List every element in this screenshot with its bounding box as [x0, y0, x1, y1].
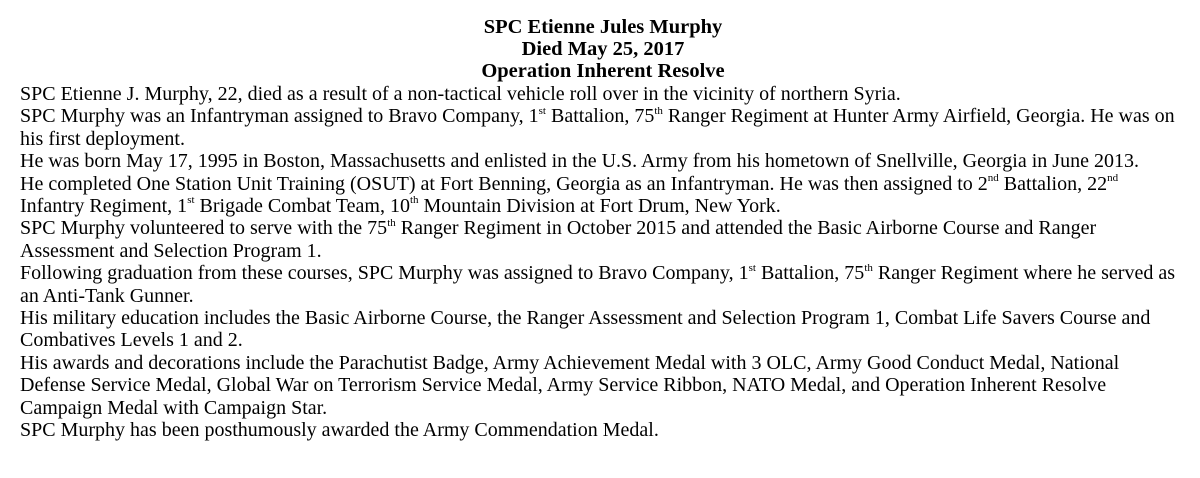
ordinal-suffix: th — [387, 216, 396, 229]
paragraph-text: Ranger Regiment in October 2015 and attended the Basic Airborne Course and Ranger Assessment and Selection Program 1. — [20, 217, 1097, 262]
ordinal-suffix: th — [864, 261, 873, 274]
paragraph-text: Battalion, 22 — [998, 172, 1108, 195]
ordinal-suffix: th — [409, 194, 419, 207]
operation-name: Operation Inherent Resolve — [481, 60, 725, 82]
paragraph-text: Mountain Division at Fort Drum, New York. — [418, 195, 781, 218]
ordinal-suffix: st — [748, 261, 756, 274]
soldier-name-title: SPC Etienne Jules Murphy — [483, 16, 723, 38]
paragraph-text: Following graduation from these courses, SPC Murphy was assigned to Bravo Company, 1 — [20, 262, 749, 285]
paragraph-post-graduation — [20, 262, 1186, 307]
paragraph-text: Battalion, 75 — [546, 105, 655, 128]
paragraph-birth-enlistment: He was born May 17, 1995 in Boston, Massachusetts and enlisted in the U.S. Army from his hometown of Snellville, Georgia in June 2013. — [20, 150, 1139, 173]
paragraph-text: SPC Murphy volunteered to serve with the 75 — [20, 217, 388, 240]
ordinal-suffix: nd — [1107, 171, 1119, 184]
paragraph-text: Ranger Regiment at Hunter Army Airfield, Georgia. He was on his first deployment. — [20, 105, 1175, 150]
paragraph-text: Infantry Regiment, 1 — [20, 195, 188, 218]
paragraph-text: Battalion, 75 — [755, 262, 865, 285]
document-header — [20, 16, 1186, 82]
paragraph-awards: His awards and decorations include the Parachutist Badge, Army Achievement Medal with 3 OLC, Army Good Conduct Medal, National Defense Service Medal, Global War on Terrorism Service Medal, Army Service Ribbon, NATO Medal, and Operation Inherent Resolve Campaign Medal with Campaign Star. — [20, 351, 1120, 419]
ordinal-suffix: th — [654, 104, 663, 117]
paragraph-military-education: His military education includes the Basic Airborne Course, the Ranger Assessment and Selection Program 1, Combat Life Savers Course and Combatives Levels 1 and 2. — [20, 307, 1151, 352]
paragraph-text: He completed One Station Unit Training (OSUT) at Fort Benning, Georgia as an Infantryman. He was then assigned to 2 — [20, 172, 988, 195]
ordinal-suffix: st — [538, 104, 546, 117]
document-body — [20, 83, 1186, 442]
ordinal-suffix: st — [187, 194, 195, 207]
paragraph-text: SPC Murphy was an Infantryman assigned to Bravo Company, 1 — [20, 105, 539, 128]
date-of-death: Died May 25, 2017 — [521, 38, 685, 60]
paragraph-ranger-volunteer — [20, 217, 1186, 262]
paragraph-assignment — [20, 105, 1186, 150]
paragraph-training — [20, 173, 1186, 218]
ordinal-suffix: nd — [987, 171, 999, 184]
paragraph-text: Ranger Regiment where he served as an Anti-Tank Gunner. — [20, 262, 1175, 307]
paragraph-text: Brigade Combat Team, 10 — [194, 195, 410, 218]
paragraph-posthumous-award: SPC Murphy has been posthumously awarded the Army Commendation Medal. — [20, 419, 659, 442]
paragraph-death-summary: SPC Etienne J. Murphy, 22, died as a result of a non-tactical vehicle roll over in the vicinity of northern Syria. — [20, 83, 901, 105]
